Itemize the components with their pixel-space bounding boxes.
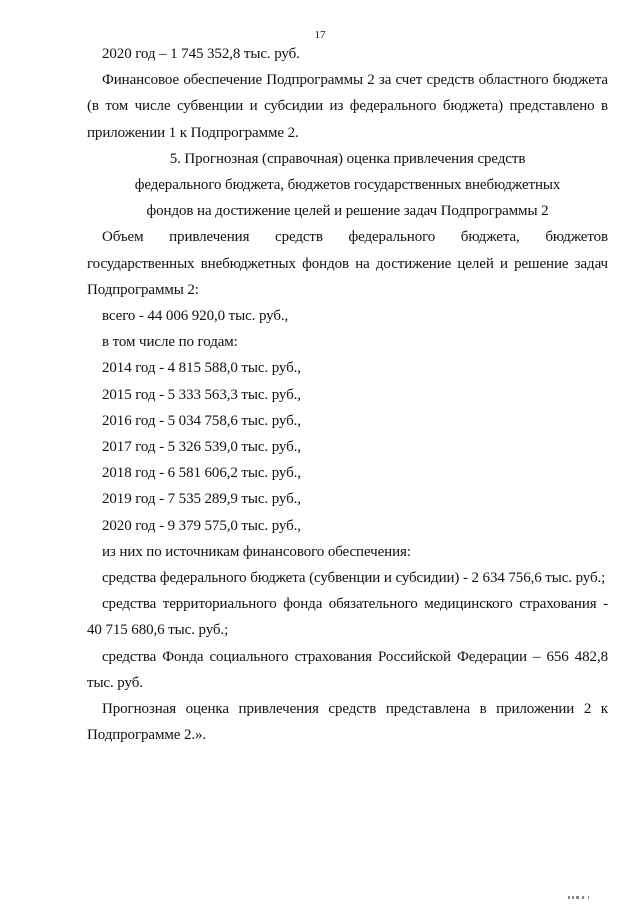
funding-by-years-intro: в том числе по годам: <box>102 334 238 351</box>
funding-list <box>87 303 608 565</box>
funding-year-2017: 2017 год - 5 326 539,0 тыс. руб., <box>102 439 301 456</box>
section-heading-line-1: 5. Прогнозная (справочная) оценка привлечения средств <box>169 150 526 167</box>
section-heading-line-3: фондов на достижение целей и решение задач Подпрограммы 2 <box>146 203 549 220</box>
paragraph-financing: Финансовое обеспечение Подпрограммы 2 за счет средств областного бюджета (в том числе субвенции и субсидии из федерального бюджета) представлено в приложении 1 к Подпрограмме 2. <box>87 72 608 141</box>
funding-year-2020: 2020 год - 9 379 575,0 тыс. руб., <box>102 517 301 534</box>
source-federal-budget: средства федерального бюджета (субвенции и субсидии) - 2 634 756,6 тыс. руб.; <box>102 570 606 587</box>
funding-year-2016: 2016 год - 5 034 758,6 тыс. руб., <box>102 412 301 429</box>
funding-year-2015: 2015 год - 5 333 563,3 тыс. руб., <box>102 386 301 403</box>
source-territorial-foms: средства территориального фонда обязательного медицинского страхования - 40 715 680,6 тыс. руб.; <box>87 596 608 639</box>
scan-mark <box>568 894 608 902</box>
funding-sources-intro: из них по источникам финансового обеспечения: <box>102 543 411 560</box>
paragraph-2020-total: 2020 год – 1 745 352,8 тыс. руб. <box>102 46 300 62</box>
paragraph-volume: Объем привлечения средств федерального бюджета, бюджетов государственных внебюджетных фондов на достижение целей и решение задач Подпрограммы 2: <box>87 229 608 298</box>
section-heading-line-2: федерального бюджета, бюджетов государственных внебюджетных <box>134 177 561 194</box>
source-social-insurance-fund: средства Фонда социального страхования Российской Федерации – 656 482,8 тыс. руб. <box>87 648 608 691</box>
section-heading <box>87 146 608 225</box>
funding-year-2019: 2019 год - 7 535 289,9 тыс. руб., <box>102 491 301 508</box>
scan-mark-icon <box>568 894 608 900</box>
page-number: 17 <box>314 29 326 41</box>
funding-year-2014: 2014 год - 4 815 588,0 тыс. руб., <box>102 360 301 377</box>
paragraph-forecast: Прогнозная оценка привлечения средств представлена в приложении 2 к Подпрограмме 2.». <box>87 701 608 744</box>
funding-year-2018: 2018 год - 6 581 606,2 тыс. руб., <box>102 465 301 482</box>
document-body <box>87 41 608 748</box>
funding-total: всего - 44 006 920,0 тыс. руб., <box>102 308 289 325</box>
